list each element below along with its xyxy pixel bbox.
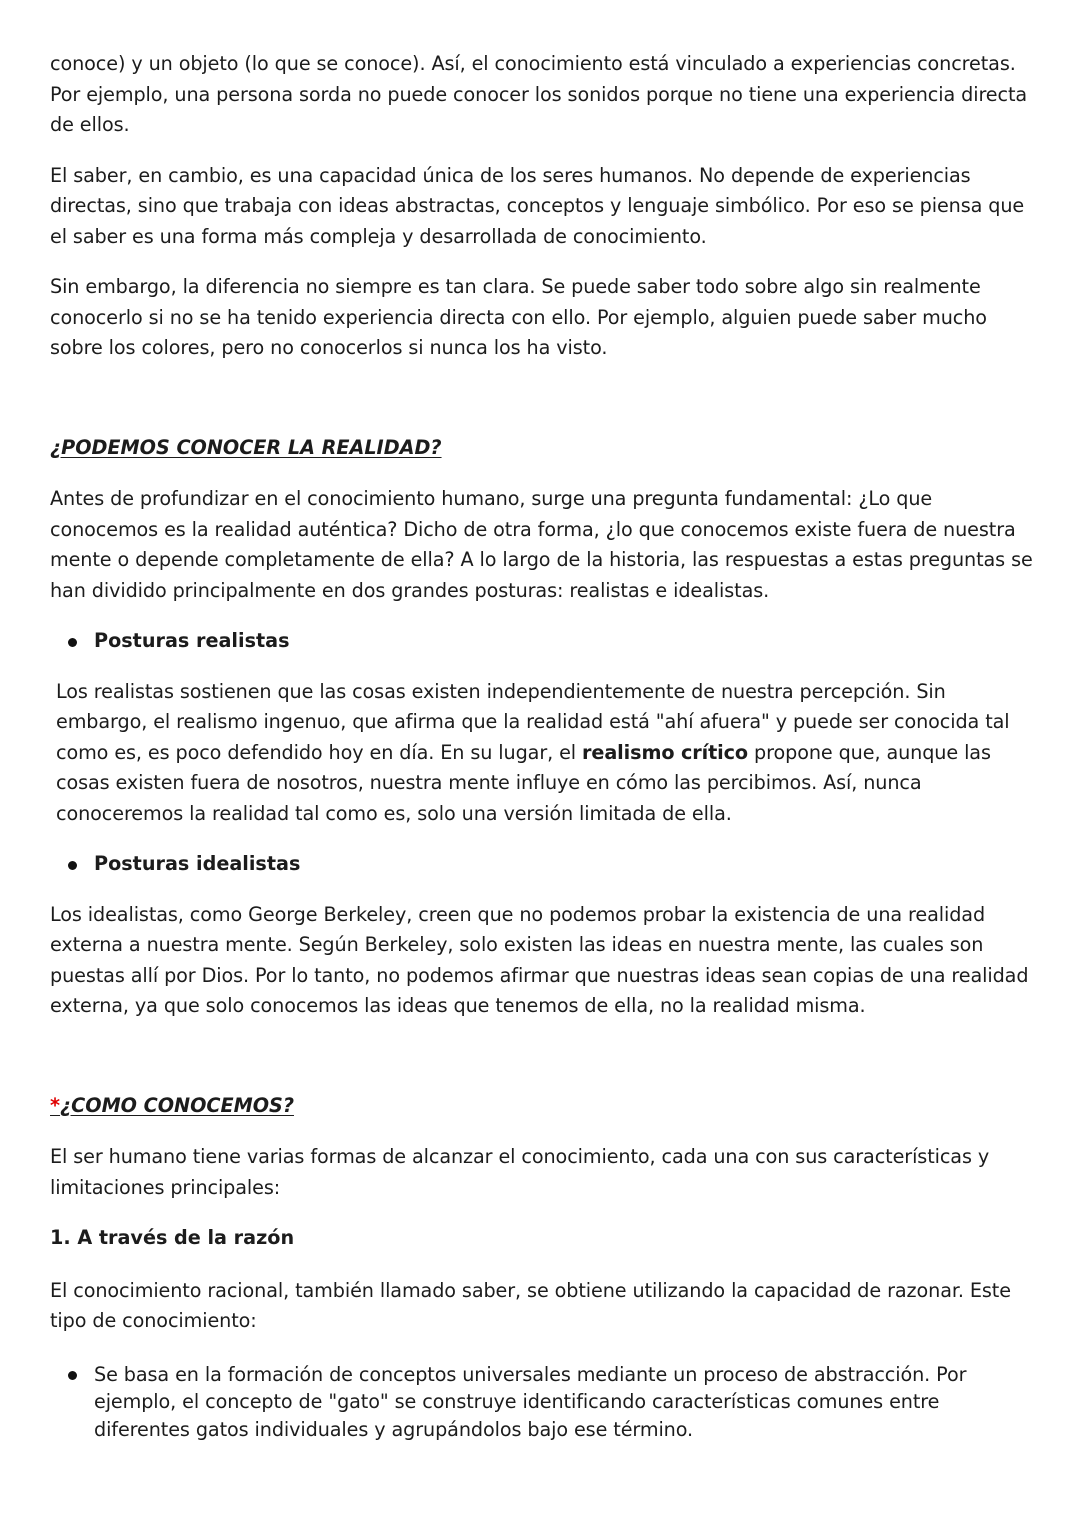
bullet-dot-icon: [68, 638, 77, 647]
section-spacer: [50, 1042, 1035, 1091]
bullet-text-conceptos: Se basa en la formación de conceptos universales mediante un proceso de abstracción. Por ejemplo, el concepto de "gato" se construye identificando características comunes entre diferentes gatos individuales y agrupándolos bajo ese término.: [94, 1362, 967, 1441]
paragraph-realidad-intro: Antes de profundizar en el conocimiento humano, surge una pregunta fundamental: ¿Lo que conocemos es la realidad auténtica? Dicho de otra forma, ¿lo que conocemos existe fuera de nuestra mente o depende completamente de ella? A lo largo de la historia, las respuestas a estas preguntas se han dividido principalmente en dos grandes posturas: realistas e idealistas.: [50, 487, 1033, 602]
realismo-critico-term: realismo crítico: [582, 740, 749, 764]
red-asterisk-mark: *: [50, 1093, 61, 1117]
section-spacer: [50, 384, 1035, 433]
paragraph-conocer: conoce) y un objeto (lo que se conoce). Así, el conocimiento está vinculado a experiencias concretas. Por ejemplo, una persona sorda no puede conocer los sonidos porque no tiene una experiencia directa de ellos.: [50, 52, 1028, 136]
realistas-text-after: propone que, aunque las cosas existen fuera de nosotros, nuestra mente influye en cómo las percibimos. Así, nunca conoceremos la realidad tal como es, solo una versión limitada de ella.: [56, 740, 991, 825]
bullet-title-realistas: Posturas realistas: [94, 629, 290, 652]
section-heading-como-conocemos: [50, 1091, 1035, 1122]
paragraph-diferencia: Sin embargo, la diferencia no siempre es tan clara. Se puede saber todo sobre algo sin realmente conocerlo si no se ha tenido experiencia directa con ello. Por ejemplo, alguien puede saber mucho sobre los colores, pero no conocerlos si nunca los ha visto.: [50, 275, 987, 359]
section-heading-realidad: ¿PODEMOS CONOCER LA REALIDAD?: [50, 435, 442, 459]
paragraph-saber: El saber, en cambio, es una capacidad única de los seres humanos. No depende de experiencias directas, sino que trabaja con ideas abstractas, conceptos y lenguaje simbólico. Por eso se piensa que el saber es una forma más compleja y desarrollada de conocimiento.: [50, 163, 1025, 248]
paragraph-conocimiento-racional: El conocimiento racional, también llamado saber, se obtiene utilizando la capacidad de razonar. Este tipo de conocimiento:: [50, 1278, 1011, 1332]
bullet-dot-icon: [68, 861, 77, 870]
paragraph-realistas: [50, 677, 1035, 830]
paragraph-formas-conocimiento: El ser humano tiene varias formas de alcanzar el conocimiento, cada una con sus características y limitaciones principales:: [50, 1145, 990, 1199]
realistas-text-before: Los realistas sostienen que las cosas existen independientemente de nuestra percepción. Sin embargo, el realismo ingenuo, que afirma que la realidad está "ahí afuera" y puede ser conocida tal como es, es poco defendido hoy en día. En su lugar, el: [56, 679, 1010, 764]
bullet-item-conceptos: [50, 1361, 1035, 1444]
bullet-item-realistas: [50, 626, 1035, 657]
subheading-razon: 1. A través de la razón: [50, 1226, 295, 1249]
bullet-title-idealistas: Posturas idealistas: [94, 852, 301, 875]
document-page: [50, 49, 1035, 1463]
paragraph-idealistas: Los idealistas, como George Berkeley, creen que no podemos probar la existencia de una realidad externa a nuestra mente. Según Berkeley, solo existen las ideas en nuestra mente, las cuales son puestas allí por Dios. Por lo tanto, no podemos afirmar que nuestras ideas sean copias de una realidad externa, ya que solo conocemos las ideas que tenemos de ella, no la realidad misma.: [50, 902, 1029, 1017]
heading-text: ¿COMO CONOCEMOS?: [60, 1093, 294, 1117]
bullet-dot-icon: [68, 1371, 77, 1380]
bullet-item-idealistas: [50, 849, 1035, 880]
